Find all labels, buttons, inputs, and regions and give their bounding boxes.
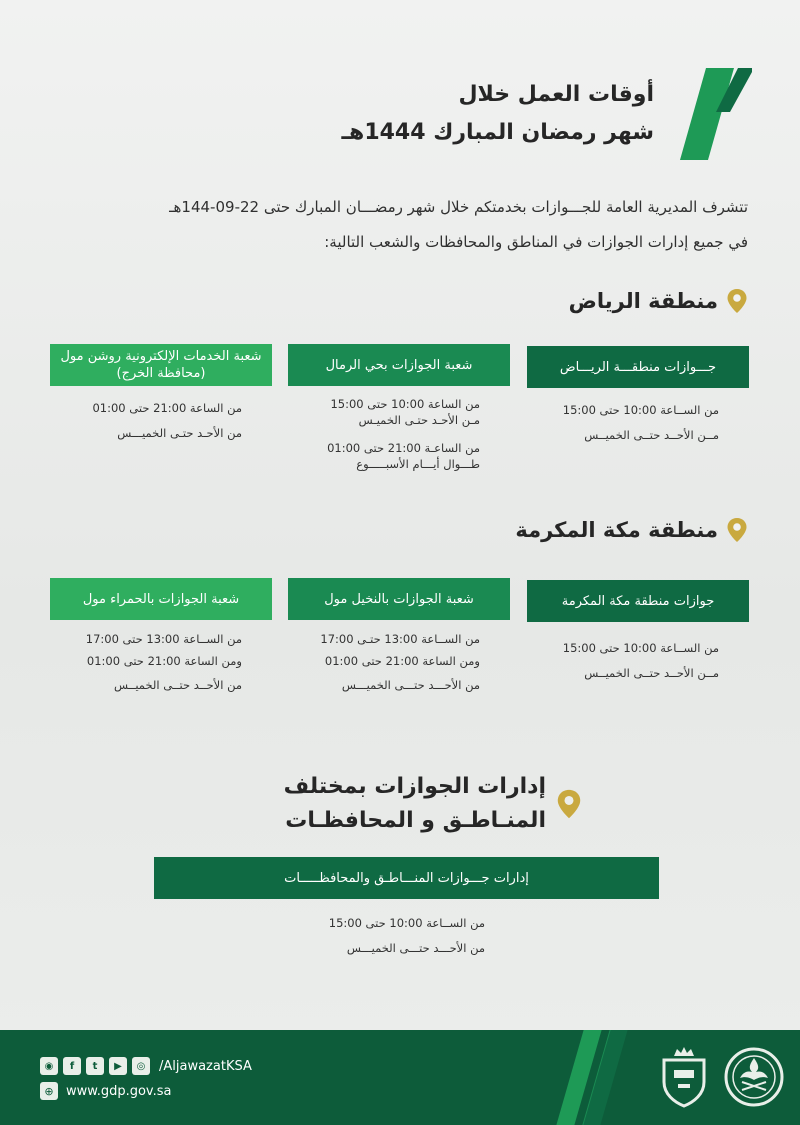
office-name: شعبة الجوازات بالحمراء مول xyxy=(50,578,272,620)
office-card-makkah-nakheel xyxy=(288,578,510,698)
passports-emblem-icon xyxy=(652,1044,716,1110)
intro-paragraph: تتشرف المديرية العامة للجـــوازات بخدمتكم خلال شهر رمضـــان المبارك حتى 22-09-144هـ في جميع إدارات الجوازات في المناطق والمحافظات والشعب التالية: xyxy=(169,198,748,251)
location-pin-icon xyxy=(726,517,748,543)
office-card-riyadh-main xyxy=(527,346,749,448)
office-hours: من الساعة 21:00 حتى 01:00 من الأحـد حتـى الخميـــس xyxy=(92,401,242,440)
office-name: شعبة الجوازات بالنخيل مول xyxy=(288,578,510,620)
twitter-icon[interactable]: t xyxy=(86,1057,104,1075)
office-hours: من الســاعة 10:00 حتى 15:00 مــن الأحــد حتــى الخميــس xyxy=(562,403,719,442)
office-name: جـــوازات منطقـــة الريـــاض xyxy=(527,346,749,388)
office-hours: من الســاعة 13:00 حتـى 17:00 ومن الساعة 21:00 حتى 01:00 من الأحـــد حتـــى الخميـــس xyxy=(320,632,480,692)
social-handle[interactable]: /AljawazatKSA xyxy=(159,1058,252,1074)
social-links xyxy=(40,1057,252,1075)
office-card-riyadh-rimal xyxy=(288,344,510,472)
region-heading-makkah: منطقة مكة المكرمة xyxy=(515,517,748,543)
office-hours: من الســاعة 13:00 حتى 17:00 ومن الساعة 21:00 حتى 01:00 من الأحــد حتــى الخميــس xyxy=(85,632,242,692)
youtube-icon[interactable]: ▶ xyxy=(109,1057,127,1075)
instagram-icon[interactable]: ◎ xyxy=(132,1057,150,1075)
footer xyxy=(0,1030,800,1125)
region-heading-all: إدارات الجوازات بمختلف المنـاطـق و المحافظـات xyxy=(284,770,582,838)
globe-icon: ⊕ xyxy=(40,1082,58,1100)
ministry-emblem-icon xyxy=(722,1044,786,1110)
office-card-makkah-hamra xyxy=(50,578,272,698)
office-hours: من الساعة 10:00 حتى 15:00 مـن الأحـد حتـى الخميـس من الساعـة 21:00 حتى 01:00 طـــوال أيـــام الأسبـــــوع xyxy=(327,397,480,471)
location-pin-icon xyxy=(726,288,748,314)
office-name: جوازات منطقة مكة المكرمة xyxy=(527,580,749,622)
office-hours: من الســاعة 10:00 حتى 15:00 مــن الأحــد حتــى الخميــس xyxy=(562,641,719,680)
region-heading-riyadh: منطقة الرياض xyxy=(569,288,748,314)
office-card-riyadh-eservices xyxy=(50,344,272,446)
website-link[interactable]: ⊕ www.gdp.gov.sa xyxy=(40,1082,172,1100)
brand-stripes-icon xyxy=(660,68,752,160)
location-pin-icon xyxy=(556,788,582,820)
office-name: إدارات جـــوازات المنـــاطـق والمحافظـــــات xyxy=(154,857,659,899)
office-card-all-regions xyxy=(154,857,659,961)
office-hours: من الســاعة 10:00 حتى 15:00 من الأحـــد حتـــى الخميـــس xyxy=(328,916,485,955)
page-header xyxy=(341,68,752,160)
office-name: شعبة الخدمات الإلكترونية روشن مول (محافظة الخرج) xyxy=(50,344,272,386)
office-name: شعبة الجوازات بحي الرمال xyxy=(288,344,510,386)
facebook-icon[interactable]: f xyxy=(63,1057,81,1075)
page-title: أوقات العمل خلال شهر رمضان المبارك 1444هـ xyxy=(341,82,654,145)
snapchat-icon[interactable]: ◉ xyxy=(40,1057,58,1075)
office-card-makkah-main xyxy=(527,580,749,686)
